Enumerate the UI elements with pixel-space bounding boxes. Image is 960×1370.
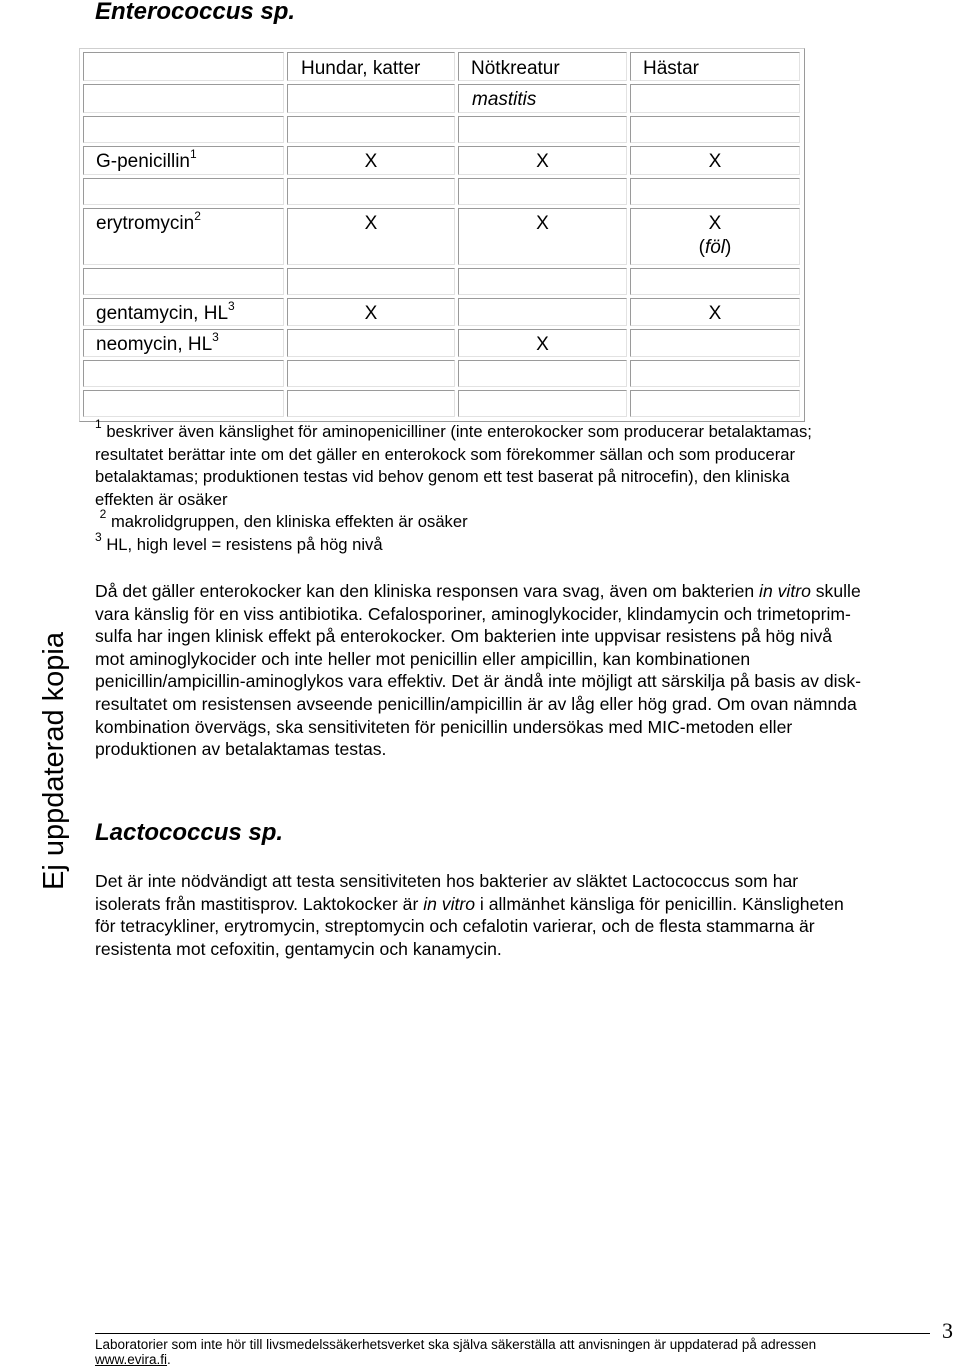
table-row: gentamycin, $HL^3$ X X	[80, 295, 804, 326]
footer-link[interactable]: www.evira.fi	[95, 1352, 168, 1367]
cell-cattle: X	[536, 334, 549, 355]
footer-note: Laboratorier som inte hör till livsmedelssäkerhetsverket ska själva säkerställa att anvisningen är uppdaterad på adressen www.evira.fi.	[95, 1337, 817, 1367]
table-header-row	[80, 49, 804, 81]
antibiotic-name: neomycin, HL	[96, 334, 213, 355]
antibiotic-name: G-penicillin	[96, 151, 190, 172]
cell-dogs-cats: X	[364, 213, 378, 234]
table-row: erytromycin$^2$ X X X (föl)	[80, 205, 804, 265]
cell-horses: X	[708, 303, 722, 324]
column-header-dogs-cats: Hundar, katter	[301, 58, 421, 79]
cell-cattle: X	[536, 151, 549, 172]
enterococcus-paragraph: Då det gäller enterokocker kan den kliniska responsen vara svag, även om bakterien in vitro skulle vara känslig för en viss antibiotika. Cefalosporiner, aminoglykocider, klindamycin och trimetoprim- sulfa har ingen klinisk effekt på enterokocker. Om bakterien inte uppvisar resistens på hög nivå mot aminoglykocider och inte heller mot penicillin eller ampicillin, kan kombinationen penicillin/ampicillin-aminoglykos vara effektiv. Det är ändå inte möjligt att särskilja på basis av disk- resultatet om resistensen avseende penicillin/ampicillin är av låg eller hög grad. Om ovan nämnda kombination övervägs, ska sensitiviteten för penicillin undersökas med MIC-metoden eller produktionen av betalaktamas testas.	[95, 581, 861, 760]
table-header-sub-row	[80, 81, 804, 113]
lactococcus-paragraph: Det är inte nödvändigt att testa sensitiviteten hos bakterier av släktet Lactococcus som har isolerats från mastitisprov. Laktokocker är in vitro i allmänhet känsliga för penicillin. Känsligheten för tetracykliner, erytromycin, streptomycin och cefalotin varierar, och de flesta stammarna är resistenta mot cefoxitin, gentamycin och kanamycin.	[95, 871, 844, 959]
antibiotic-name: erytromycin	[96, 213, 195, 234]
column-subheader-mastitis: mastitis	[472, 89, 537, 110]
section-heading-lactococcus: Lactococcus sp.	[95, 819, 284, 846]
footer-divider	[95, 1333, 930, 1334]
table-row: neomycin, $HL^3$ X	[80, 326, 804, 357]
cell-horses: X	[708, 213, 722, 234]
cell-dogs-cats: X	[364, 151, 378, 172]
page-number: 3	[942, 1318, 953, 1343]
susceptibility-table	[79, 48, 805, 422]
side-watermark-label: Ej uppdaterad kopia	[38, 632, 70, 890]
antibiotic-name: gentamycin, HL	[96, 303, 229, 324]
column-header-cattle: Nötkreatur	[471, 58, 560, 79]
footnote-1: $^1$ beskriver även känslighet för aminopenicilliner (inte enterokocker som producerar betalaktamas; resultatet berättar inte om det gäller en enterokock som förekommer sällan och som producerar betalaktamas; produktionen testas vid behov genom ett test baserat på nitrocefin), den kliniska effekten är osäker	[95, 417, 812, 509]
cell-dogs-cats: X	[364, 303, 378, 324]
cell-horses: X	[708, 151, 722, 172]
table-row: G-penicillin$^1$ X X X	[80, 143, 804, 175]
footnote-3: $^3$ HL, high level = resistens på hög nivå	[95, 530, 383, 554]
footnote-2: $^2$ makrolidgruppen, den kliniska effekten är osäker	[99, 507, 468, 531]
section-heading-enterococcus: Enterococcus sp.	[95, 0, 296, 25]
cell-cattle: X	[536, 213, 549, 234]
cell-horses-note: föl	[704, 237, 726, 258]
column-header-horses: Hästar	[643, 58, 699, 79]
